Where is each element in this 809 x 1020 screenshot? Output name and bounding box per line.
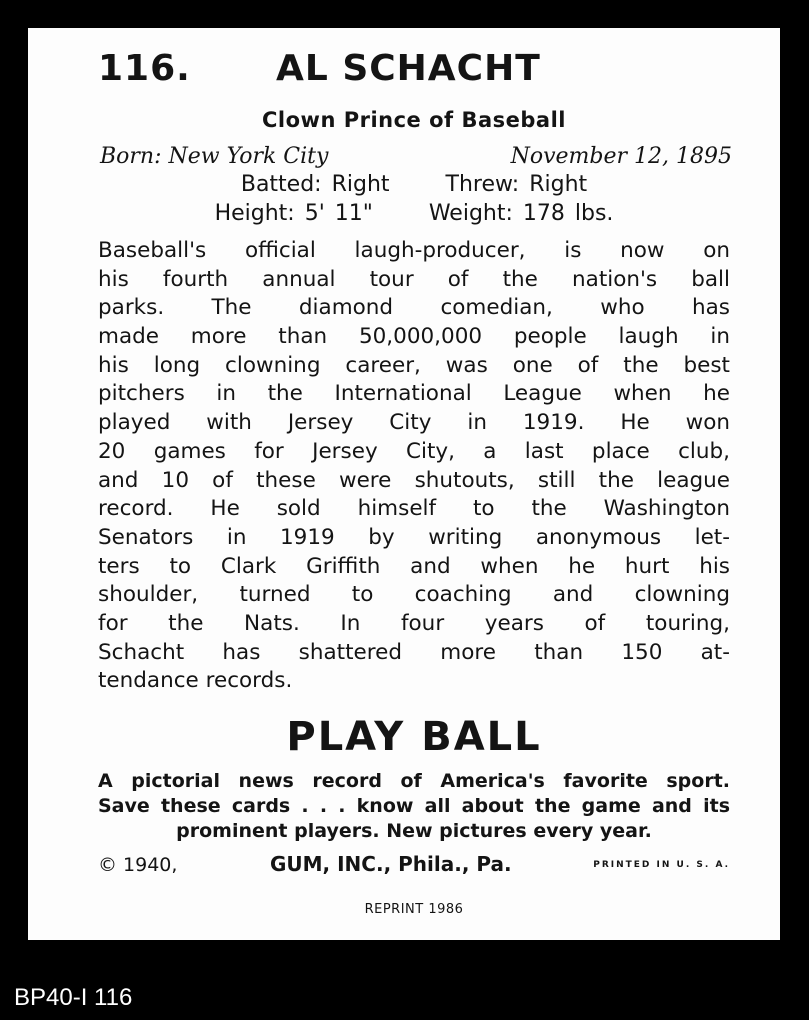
card-number: 116. (98, 48, 191, 89)
tagline-line: prominent players. New pictures every year. (176, 820, 652, 842)
bio-line: made more than 50,000,000 people laugh in (98, 324, 730, 350)
player-nickname: Clown Prince of Baseball (262, 108, 566, 132)
bio-line: Senators in 1919 by writing anonymous let- (98, 524, 730, 550)
printed-in: PRINTED IN U. S. A. (593, 860, 730, 870)
bio-line: shoulder, turned to coaching and clowning (98, 582, 730, 608)
birth-date: November 12, 1895 (510, 144, 732, 169)
bio-line: played with Jersey City in 1919. He won (98, 410, 730, 436)
bio-line: his fourth annual tour of the nation's ball (98, 266, 730, 292)
weight: Weight: 178 lbs. (428, 201, 614, 226)
bio-line: and 10 of these were shutouts, still the league (98, 467, 730, 493)
copyright: © 1940, (98, 854, 178, 876)
birth-place: Born: New York City (100, 144, 329, 169)
bio-line: tendance records. (98, 668, 293, 694)
handedness-row (28, 172, 800, 197)
tagline (98, 769, 730, 844)
brand-title: PLAY BALL (286, 714, 542, 760)
bio-line: parks. The diamond comedian, who has (98, 295, 730, 321)
publisher: GUM, INC., Phila., Pa. (270, 852, 512, 876)
catalog-label: BP40-I 116 (14, 984, 133, 1011)
bio-line: for the Nats. In four years of touring, (98, 610, 730, 636)
bio-line: his long clowning career, was one of the best (98, 352, 730, 378)
publisher-row (98, 852, 730, 878)
player-name: AL SCHACHT (276, 48, 541, 89)
bio-line: ters to Clark Griffith and when he hurt his (98, 553, 730, 579)
batted: Batted: Right (240, 172, 390, 197)
bio-line: Baseball's official laugh-producer, is now on (98, 238, 730, 263)
tagline-line: A pictorial news record of America's favorite sport. (98, 770, 730, 792)
reprint-note: REPRINT 1986 (364, 902, 464, 917)
height: Height: 5' 11" (214, 201, 373, 226)
threw: Threw: Right (445, 172, 588, 197)
biography (98, 237, 730, 696)
card-back (28, 28, 780, 940)
bio-line: pitchers in the International League when he (98, 381, 730, 407)
physical-row (28, 201, 800, 226)
bio-line: record. He sold himself to the Washington (98, 496, 730, 522)
birth-info (100, 144, 732, 169)
bio-line: Schacht has shattered more than 150 at- (98, 639, 730, 665)
bio-line: 20 games for Jersey City, a last place club, (98, 438, 730, 464)
tagline-line: Save these cards . . . know all about the game and its (98, 795, 730, 817)
